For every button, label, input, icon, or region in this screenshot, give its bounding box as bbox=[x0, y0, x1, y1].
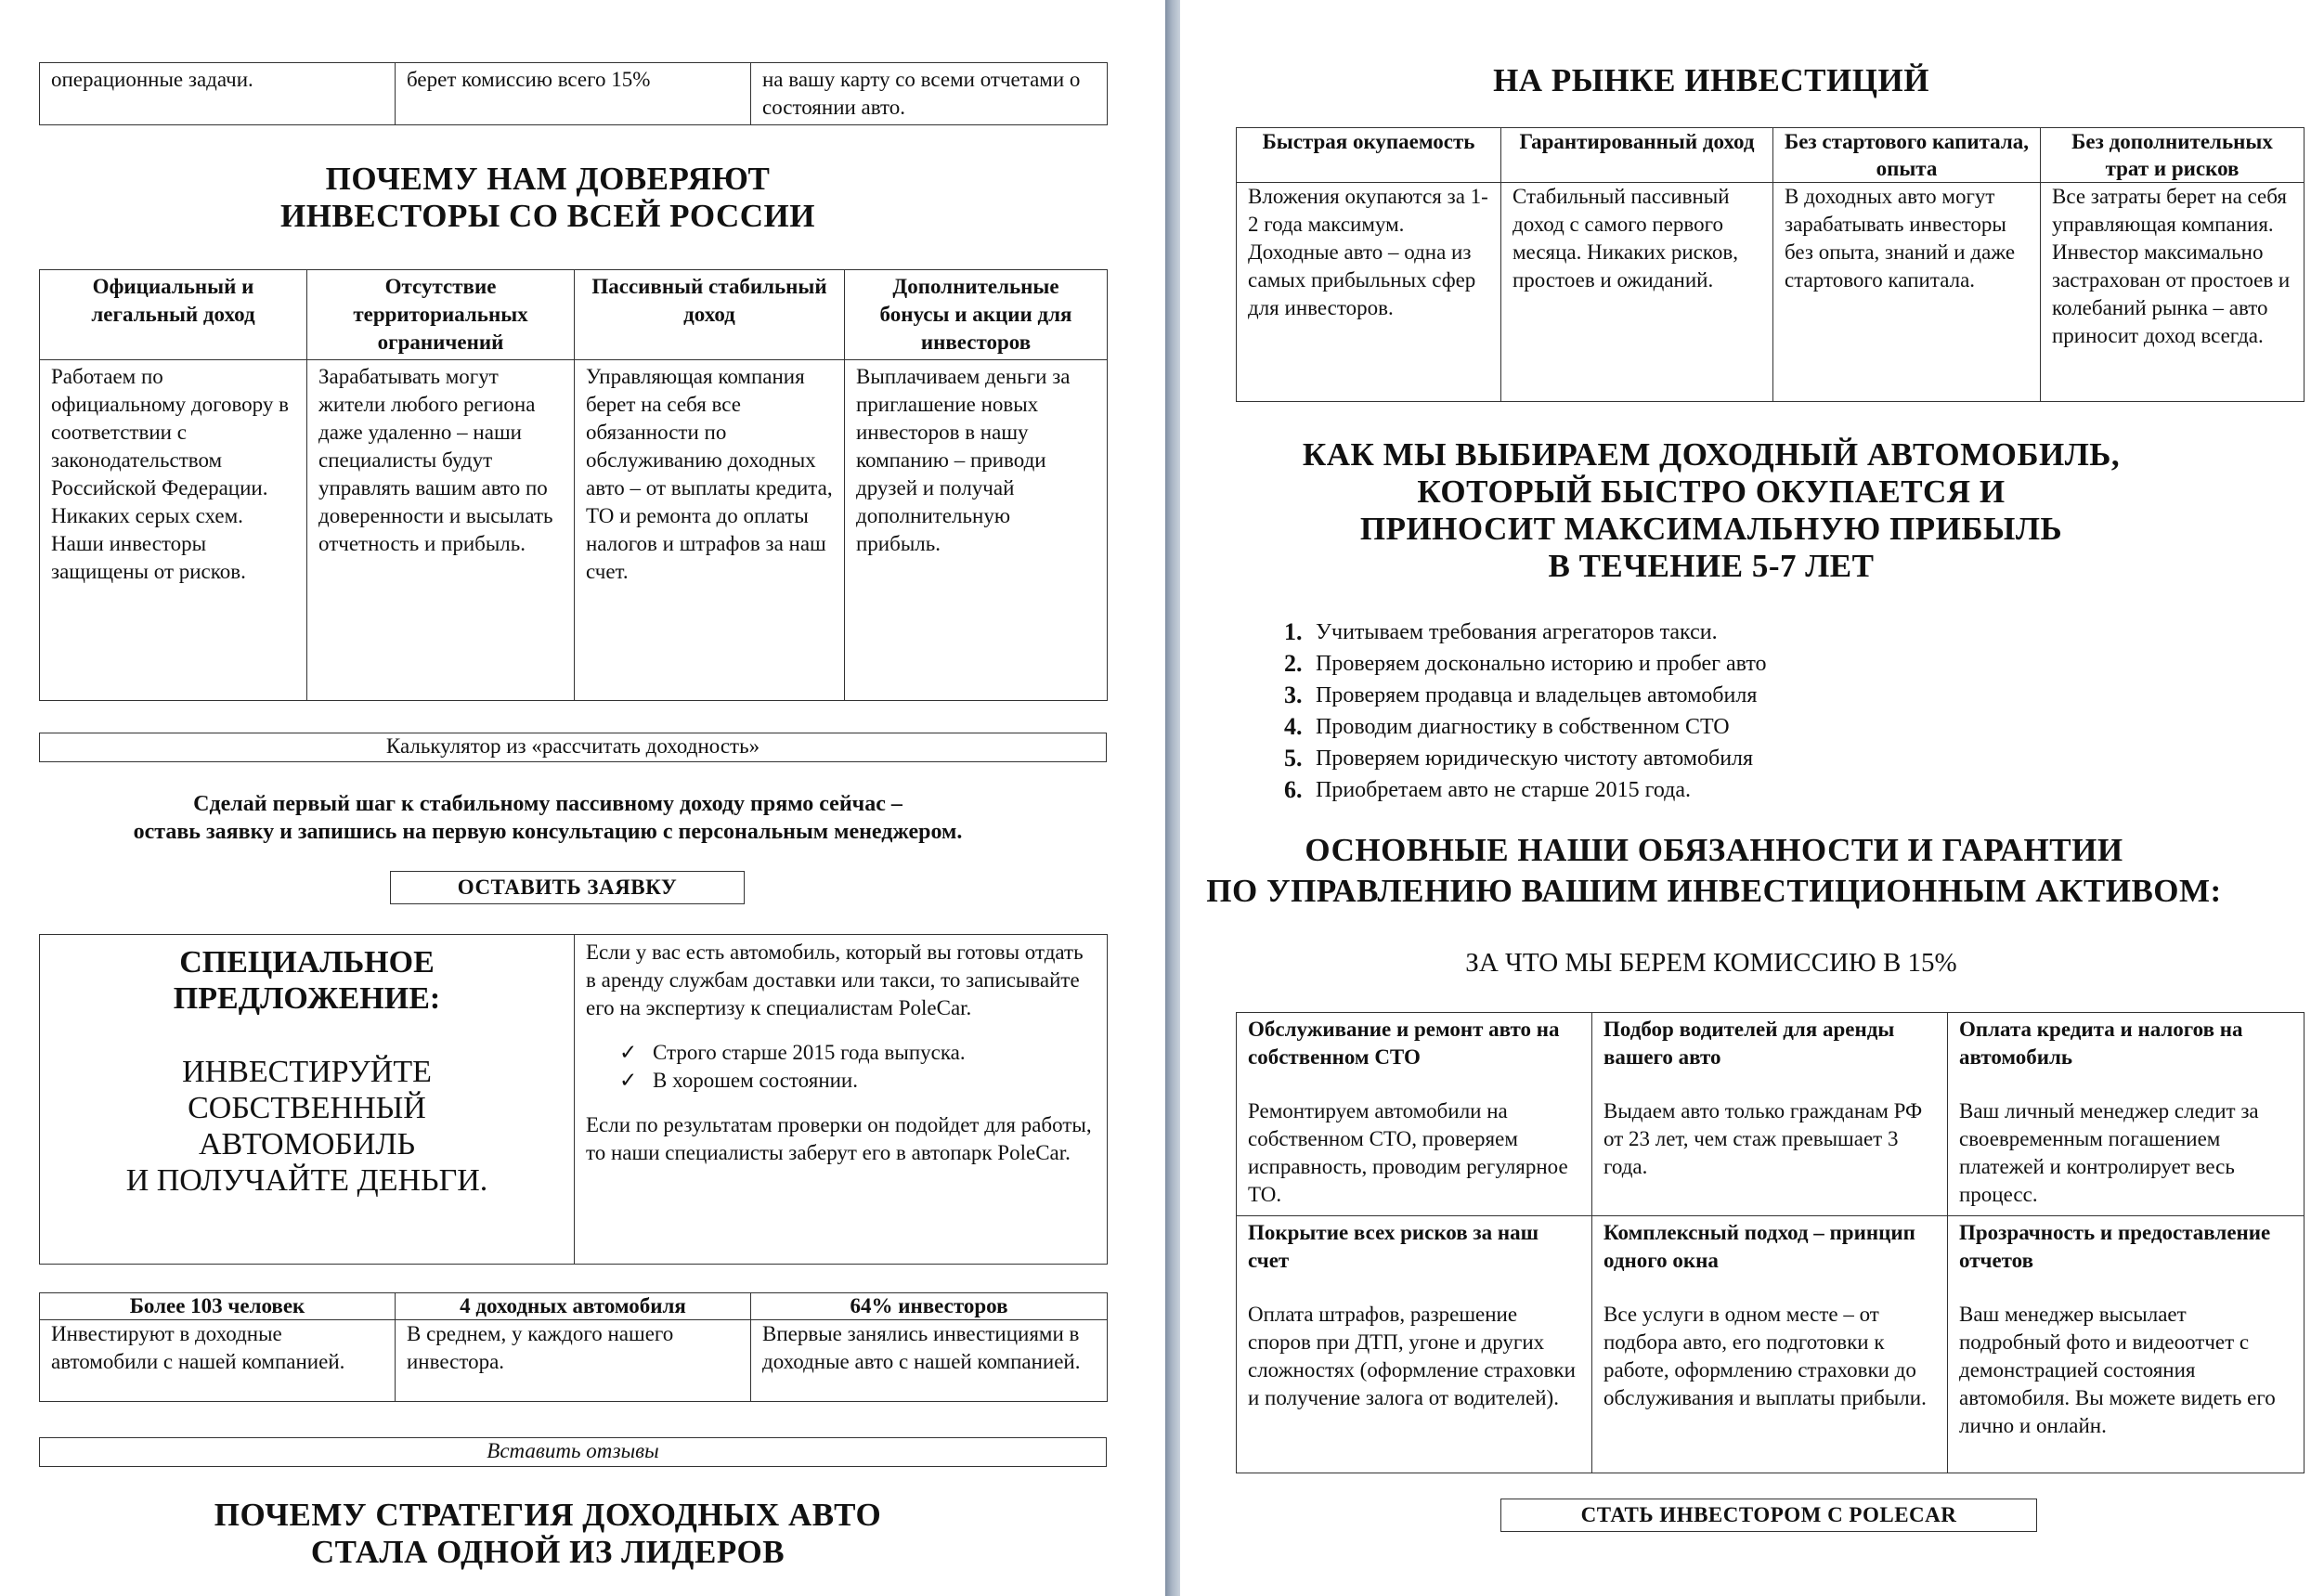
table-cell: В среднем, у каждого нашего инвестора. bbox=[396, 1320, 751, 1402]
commission-subtitle: ЗА ЧТО МЫ БЕРЕМ КОМИССИЮ В 15% bbox=[1465, 948, 1957, 978]
list-item bbox=[1284, 680, 1767, 711]
trust-title-line: ИНВЕСТОРЫ СО ВСЕЙ РОССИИ bbox=[279, 198, 816, 234]
step-text: Проводим диагностику в собственном СТО bbox=[1316, 715, 1730, 739]
choose-car-title bbox=[1236, 436, 2187, 585]
step-number: 5. bbox=[1284, 745, 1303, 772]
requirements-list bbox=[619, 1039, 1096, 1095]
duties-title-line: ОСНОВНЫЕ НАШИ ОБЯЗАННОСТИ И ГАРАНТИИ bbox=[1305, 832, 2123, 868]
special-offer-slogan-line: АВТОМОБИЛЬ bbox=[198, 1127, 416, 1161]
duty-cell bbox=[1948, 1013, 2305, 1216]
duty-text: Выдаем авто только гражданам РФ от 23 лет, чем стаж превышает 3 года. bbox=[1603, 1099, 1923, 1178]
strategy-title-line: ПОЧЕМУ СТРАТЕГИЯ ДОХОДНЫХ АВТО bbox=[214, 1497, 882, 1533]
calculator-placeholder: Калькулятор из «рассчитать доходность» bbox=[39, 733, 1107, 762]
top-continuation-table bbox=[39, 62, 1108, 125]
table-cell: на вашу карту со всеми отчетами о состоянии авто. bbox=[751, 63, 1108, 125]
step-text: Учитываем требования агрегаторов такси. bbox=[1316, 620, 1718, 644]
first-step-text bbox=[39, 790, 1057, 846]
table-cell: операционные задачи. bbox=[40, 63, 396, 125]
table-cell: Все затраты берет на себя управляющая компания. Инвестор максимально застрахован от простоев и колебаний рынка – авто приносит доход всегда. bbox=[2041, 183, 2305, 402]
table-cell: Управляющая компания берет на себя все обязанности по обслуживанию доходных авто – от выплаты кредита, ТО и ремонта до оплаты налогов и штрафов за наш счет. bbox=[575, 360, 845, 701]
duties-title bbox=[1180, 832, 2248, 910]
table-cell: Зарабатывать могут жители любого региона даже удаленно – наши специалисты будут управлять вашим авто по доверенности и высылать отчетность и прибыль. bbox=[307, 360, 575, 701]
strategy-title-line: СТАЛА ОДНОЙ ИЗ ЛИДЕРОВ bbox=[310, 1534, 785, 1570]
strategy-title bbox=[39, 1497, 1057, 1571]
first-step-line: Сделай первый шаг к стабильному пассивному доходу прямо сейчас – bbox=[193, 792, 902, 816]
table-header: 4 доходных автомобиля bbox=[396, 1293, 751, 1320]
special-offer-details-cell bbox=[575, 935, 1108, 1265]
duty-text: Ремонтируем автомобили на собственном СТО, проверяем исправность, проводим регулярное ТО. bbox=[1248, 1099, 1568, 1206]
requirement-item: ✓ В хорошем состоянии. bbox=[619, 1067, 1096, 1095]
step-text: Проверяем досконально историю и пробег авто bbox=[1316, 652, 1767, 676]
special-offer-slogan-line: СОБСТВЕННЫЙ bbox=[188, 1091, 426, 1125]
table-cell: Работаем по официальному договору в соответствии с законодательством Российской Федерации. Никаких серых схем. Наши инвесторы защищены от рисков. bbox=[40, 360, 307, 701]
selection-steps-list bbox=[1284, 616, 1767, 806]
duty-heading: Обслуживание и ремонт авто на собственном СТО bbox=[1248, 1018, 1560, 1069]
special-offer-table bbox=[39, 934, 1108, 1265]
table-cell: В доходных авто могут зарабатывать инвесторы без опыта, знаний и даже стартового капитала. bbox=[1773, 183, 2041, 402]
duty-heading: Подбор водителей для аренды вашего авто bbox=[1603, 1018, 1895, 1069]
table-header: 64% инвесторов bbox=[751, 1293, 1108, 1320]
become-investor-button[interactable]: СТАТЬ ИНВЕСТОРОМ С POLECAR bbox=[1500, 1499, 2037, 1532]
choose-car-title-line: КАК МЫ ВЫБИРАЕМ ДОХОДНЫЙ АВТОМОБИЛЬ, bbox=[1302, 436, 2121, 473]
table-header: Дополнительные бонусы и акции для инвесторов bbox=[845, 270, 1108, 360]
step-text: Проверяем продавца и владельцев автомобиля bbox=[1316, 683, 1758, 707]
first-step-line: оставь заявку и запишись на первую консультацию с персональным менеджером. bbox=[133, 820, 963, 844]
special-offer-slogan-line: ИНВЕСТИРУЙТЕ bbox=[182, 1055, 432, 1089]
list-item bbox=[1284, 743, 1767, 774]
table-cell: Выплачиваем деньги за приглашение новых инвесторов в нашу компанию – приводи друзей и получай дополнительную прибыль. bbox=[845, 360, 1108, 701]
reviews-placeholder: Вставить отзывы bbox=[39, 1437, 1107, 1467]
duty-heading: Покрытие всех рисков за наш счет bbox=[1248, 1221, 1539, 1272]
choose-car-title-line: В ТЕЧЕНИЕ 5-7 ЛЕТ bbox=[1548, 548, 1875, 584]
list-item bbox=[1284, 648, 1767, 680]
special-offer-title-line: ПРЕДЛОЖЕНИЕ: bbox=[173, 981, 441, 1016]
table-cell: Инвестируют в доходные автомобили с нашей компанией. bbox=[40, 1320, 396, 1402]
duty-cell bbox=[1592, 1216, 1948, 1473]
page-gutter bbox=[1165, 0, 1180, 1596]
choose-car-title-line: КОТОРЫЙ БЫСТРО ОКУПАЕТСЯ И bbox=[1417, 474, 2006, 510]
apply-button[interactable]: ОСТАВИТЬ ЗАЯВКУ bbox=[390, 871, 745, 904]
duty-cell bbox=[1592, 1013, 1948, 1216]
step-number: 4. bbox=[1284, 713, 1303, 740]
requirement-item: ✓ Строго старше 2015 года выпуска. bbox=[619, 1039, 1096, 1067]
duty-text: Ваш менеджер высылает подробный фото и видеоотчет с демонстрацией состояния автомобиля. Вы можете видеть его лично и онлайн. bbox=[1959, 1303, 2276, 1437]
special-offer-intro: Если у вас есть автомобиль, который вы готовы отдать в аренду службам доставки или такси, то записывайте его на экспертизу к специалистам PoleCar. bbox=[586, 941, 1084, 1019]
step-text: Приобретаем авто не старше 2015 года. bbox=[1316, 778, 1692, 802]
table-cell: Стабильный пассивный доход с самого первого месяца. Никаких рисков, простоев и ожиданий. bbox=[1501, 183, 1773, 402]
document-page-right bbox=[1180, 0, 2311, 1596]
trust-title-line: ПОЧЕМУ НАМ ДОВЕРЯЮТ bbox=[325, 161, 771, 197]
stats-table bbox=[39, 1292, 1108, 1402]
special-offer-outro: Если по результатам проверки он подойдет для работы, то наши специалисты заберут его в автопарк PoleCar. bbox=[586, 1113, 1092, 1164]
table-header: Гарантированный доход bbox=[1501, 128, 1773, 183]
table-header: Быстрая окупаемость bbox=[1237, 128, 1501, 183]
duty-text: Ваш личный менеджер следит за своевременным погашением платежей и контролирует весь процесс. bbox=[1959, 1099, 2259, 1206]
table-header: Пассивный стабильный доход bbox=[575, 270, 845, 360]
duty-heading: Комплексный подход – принцип одного окна bbox=[1603, 1221, 1915, 1272]
special-offer-slogan-line: И ПОЛУЧАЙТЕ ДЕНЬГИ. bbox=[125, 1163, 488, 1198]
list-item bbox=[1284, 711, 1767, 743]
step-number: 1. bbox=[1284, 618, 1303, 645]
duty-heading: Оплата кредита и налогов на автомобиль bbox=[1959, 1018, 2243, 1069]
table-header: Без дополнительных трат и рисков bbox=[2041, 128, 2305, 183]
special-offer-heading-cell bbox=[40, 935, 575, 1265]
table-cell: берет комиссию всего 15% bbox=[396, 63, 751, 125]
table-cell: Вложения окупаются за 1-2 года максимум. Доходные авто – одна из самых прибыльных сфер для инвесторов. bbox=[1237, 183, 1501, 402]
duty-heading: Прозрачность и предоставление отчетов bbox=[1959, 1221, 2271, 1272]
duty-cell bbox=[1237, 1216, 1592, 1473]
step-number: 2. bbox=[1284, 650, 1303, 677]
duty-text: Все услуги в одном месте – от подбора авто, его подготовки к работе, оформлению страховки до обслуживания и выплаты прибыли. bbox=[1603, 1303, 1927, 1409]
step-number: 3. bbox=[1284, 681, 1303, 708]
market-title: НА РЫНКЕ ИНВЕСТИЦИЙ bbox=[1493, 62, 1929, 98]
duty-text: Оплата штрафов, разрешение споров при ДТП, угоне и других сложностях (оформление страховки и получение залога от водителей). bbox=[1248, 1303, 1576, 1409]
duty-cell bbox=[1237, 1013, 1592, 1216]
special-offer-title bbox=[55, 944, 559, 1017]
table-cell: Впервые занялись инвестициями в доходные авто с нашей компанией. bbox=[751, 1320, 1108, 1402]
table-header: Без стартового капитала, опыта bbox=[1773, 128, 2041, 183]
step-text: Проверяем юридическую чистоту автомобиля bbox=[1316, 746, 1754, 771]
special-offer-title-line: СПЕЦИАЛЬНОЕ bbox=[179, 945, 435, 980]
table-header: Более 103 человек bbox=[40, 1293, 396, 1320]
step-number: 6. bbox=[1284, 776, 1303, 803]
trust-title bbox=[39, 161, 1057, 235]
list-item bbox=[1284, 616, 1767, 648]
duties-table bbox=[1236, 1012, 2305, 1473]
table-header: Отсутствие территориальных ограничений bbox=[307, 270, 575, 360]
duty-cell bbox=[1948, 1216, 2305, 1473]
choose-car-title-line: ПРИНОСИТ МАКСИМАЛЬНУЮ ПРИБЫЛЬ bbox=[1359, 511, 2063, 547]
list-item bbox=[1284, 774, 1767, 806]
trust-table bbox=[39, 269, 1108, 701]
special-offer-slogan bbox=[55, 1054, 559, 1199]
table-header: Официальный и легальный доход bbox=[40, 270, 307, 360]
market-advantages-table bbox=[1236, 127, 2305, 402]
duties-title-line: ПО УПРАВЛЕНИЮ ВАШИМ ИНВЕСТИЦИОННЫМ АКТИВОМ: bbox=[1206, 873, 2222, 909]
